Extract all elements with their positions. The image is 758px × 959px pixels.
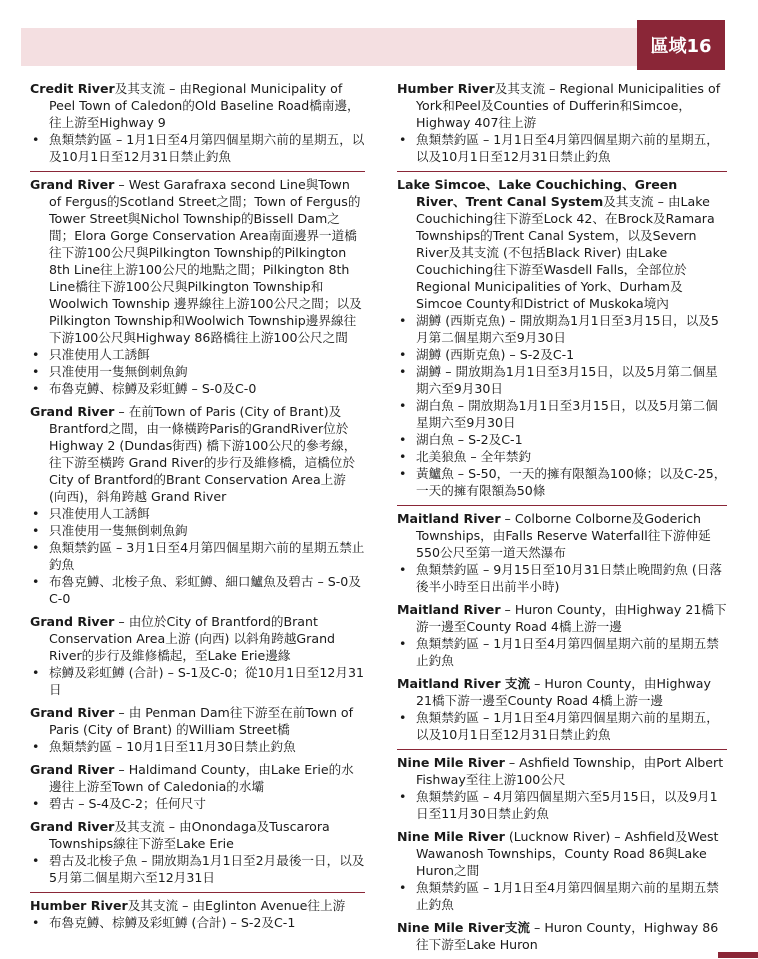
regulation-item: • 布魯克鱒、北梭子魚、彩虹鱒、細口鱸魚及碧古 – S-0及C-0 [30, 573, 365, 607]
river-description [30, 761, 365, 795]
river-entry [397, 919, 727, 953]
river-name: Grand River [30, 614, 115, 629]
river-description [30, 818, 365, 852]
river-location: – 由位於City of Brantford的Brant Conservation Area上游 (向西) 以斜角跨越Grand River的步行及維修橋起，至Lake Erie邊緣 [49, 614, 336, 663]
regulation-list [30, 505, 365, 607]
river-location: – West Garafraxa second Line與Town of Fergus的Scotland Street之間；Town of Fergus的Tower Street與Nichol Township的Bissell Dam之間；Elora Gorge Conservation Area南面邊界一道橋往下游100公尺與Pilkington Township的Pilkington 8th Line往上游100公尺的地點之間；Pilkington 8th Line橋往下游100公尺與Pilkington Township和Woolwich Township 邊界線往上游100公尺之間；以及Pilkington Township和Woolwich Township邊界線往下游100公尺與Highway 86路橋往上游100公尺之間 [49, 177, 362, 345]
river-location: – Ashfield Township，由Port Albert Fishway至往上游100公尺 [416, 755, 724, 787]
river-description [397, 919, 727, 953]
river-description [30, 403, 365, 505]
river-description [30, 80, 365, 131]
regulation-item: • 湖白魚 – S-2及C-1 [397, 431, 727, 448]
regulation-item: • 湖鱒 – 開放期為1月1日至3月15日，以及5月第二個星期六至9月30日 [397, 363, 727, 397]
regulation-list [397, 561, 727, 595]
regulation-item: • 碧古及北梭子魚 – 開放期為1月1日至2月最後一日，以及5月第二個星期六至12月31日 [30, 852, 365, 886]
regulation-item: • 魚類禁釣區 – 1月1日至4月第四個星期六前的星期五，以及10月1日至12月31日禁止釣魚 [30, 131, 365, 165]
river-description [30, 613, 365, 664]
regulation-item: • 只准使用人工誘餌 [30, 346, 365, 363]
river-name: Humber River [30, 898, 128, 913]
river-description [30, 897, 365, 914]
regulation-item: • 魚類禁釣區 – 1月1日至4月第四個星期六前的星期五，以及10月1日至12月31日禁止釣魚 [397, 709, 727, 743]
river-entry [30, 818, 365, 886]
regulation-list [30, 346, 365, 397]
right-column [397, 80, 727, 959]
regulation-item: • 只准使用一隻無倒刺魚鉤 [30, 522, 365, 539]
river-name: Grand River [30, 705, 115, 720]
river-description [397, 675, 727, 709]
river-name: Nine Mile River支流 [397, 920, 531, 935]
river-entry [397, 828, 727, 913]
regulation-list [397, 312, 727, 499]
river-description [397, 828, 727, 879]
regulation-item: • 布魯克鱒、棕鱒及彩虹鱒 (合計) – S-2及C-1 [30, 914, 365, 931]
regulation-item: • 魚類禁釣區 – 4月第四個星期六至5月15日，以及9月1日至11月30日禁止釣魚 [397, 788, 727, 822]
river-description [30, 704, 365, 738]
river-description [397, 601, 727, 635]
river-description [397, 510, 727, 561]
river-name: Grand River [30, 404, 115, 419]
river-location: – Huron County，Highway 86往下游至Lake Huron [416, 920, 719, 952]
river-entry [397, 505, 727, 595]
river-entry [30, 613, 365, 698]
river-entry [397, 749, 727, 822]
regulation-item: • 北美狼魚 – 全年禁釣 [397, 448, 727, 465]
regulation-list [30, 852, 365, 886]
river-entry [397, 171, 727, 499]
river-name: Lake Simcoe、Lake Couchiching、Green River、Trent Canal System [397, 177, 678, 209]
river-description [397, 80, 727, 131]
river-description [397, 754, 727, 788]
river-entry [30, 80, 365, 165]
regulation-item: • 棕鱒及彩虹鱒 (合計) – S-1及C-0；從10月1日至12月31日 [30, 664, 365, 698]
river-location: 及其支流 – 由Lake Couchiching往下游至Lock 42、在Brock及Ramara Townships的Trent Canal System，以及Severn River及其支流 (不包括Black River) 由Lake Couchiching往下游至Wasdell Falls，全部位於Regional Municipalities of York、Durham及Simcoe County和District of Muskoka境內 [416, 194, 715, 311]
header-bar [21, 28, 637, 66]
regulation-list [397, 131, 727, 165]
river-name: Maitland River [397, 602, 501, 617]
regulation-item: • 湖鱒 (西斯克魚) – 開放期為1月1日至3月15日，以及5月第二個星期六至9月30日 [397, 312, 727, 346]
river-entry [30, 704, 365, 755]
regulation-item: • 魚類禁釣區 – 1月1日至4月第四個星期六前的星期五禁止釣魚 [397, 635, 727, 669]
river-name: Nine Mile River [397, 755, 505, 770]
regulation-item: • 只准使用一隻無倒刺魚鉤 [30, 363, 365, 380]
regulation-list [30, 664, 365, 698]
river-location: – Huron County，由Highway 21橋下游一邊至County Road 4橋上游一邊 [416, 676, 711, 708]
river-name: Grand River [30, 177, 115, 192]
river-location: 及其支流 – 由Onondaga及Tuscarora Townships線往下游至Lake Erie [49, 819, 330, 851]
regulation-item: • 湖鱒 (西斯克魚) – S-2及C-1 [397, 346, 727, 363]
regulation-list [397, 788, 727, 822]
regulation-list [30, 131, 365, 165]
river-location: 及其支流 – 由Eglinton Avenue往上游 [127, 898, 346, 913]
river-location: – Huron County，由Highway 21橋下游一邊至County Road 4橋上游一邊 [416, 602, 727, 634]
river-location: 及其支流 – Regional Municipalities of York和Peel及Counties of Dufferin和Simcoe，Highway 407往上游 [416, 81, 721, 130]
regulation-list [397, 709, 727, 743]
river-name: Nine Mile River [397, 829, 505, 844]
river-name: Maitland River [397, 511, 501, 526]
river-entry [30, 403, 365, 607]
river-location: – 由 Penman Dam往下游至在前Town of Paris (City of Brant) 的William Street橋 [49, 705, 354, 737]
left-column [30, 80, 365, 937]
river-entry [30, 761, 365, 812]
regulation-list [30, 914, 365, 931]
river-location: – Colborne Colborne及Goderich Townships，由Falls Reserve Waterfall往下游伸延550公尺至第一道天然瀑布 [416, 511, 711, 560]
regulation-item: • 只准使用人工誘餌 [30, 505, 365, 522]
river-name: Humber River [397, 81, 495, 96]
regulation-list [397, 635, 727, 669]
river-entry [397, 80, 727, 165]
river-name: Grand River [30, 819, 115, 834]
regulation-item: • 黃鱸魚 – S-50，一天的擁有限額為100條；以及C-25，一天的擁有限額為50條 [397, 465, 727, 499]
river-entry [397, 601, 727, 669]
river-name: Grand River [30, 762, 115, 777]
regulation-item: • 湖白魚 – 開放期為1月1日至3月15日，以及5月第二個星期六至9月30日 [397, 397, 727, 431]
river-location: (Lucknow River) – Ashfield及West Wawanosh Townships，County Road 86與Lake Huron之間 [416, 829, 719, 878]
regulation-item: • 布魯克鱒、棕鱒及彩虹鱒 – S-0及C-0 [30, 380, 365, 397]
regulation-item: • 魚類禁釣區 – 1月1日至4月第四個星期六前的星期五禁止釣魚 [397, 879, 727, 913]
regulation-list [397, 879, 727, 913]
regulation-item: • 碧古 – S-4及C-2；任何尺寸 [30, 795, 365, 812]
river-description [30, 176, 365, 346]
river-name: Credit River [30, 81, 115, 96]
page-corner-mark [718, 952, 758, 958]
river-entry [30, 892, 365, 931]
regulation-item: • 魚類禁釣區 – 1月1日至4月第四個星期六前的星期五，以及10月1日至12月31日禁止釣魚 [397, 131, 727, 165]
regulation-item: • 魚類禁釣區 – 3月1日至4月第四個星期六前的星期五禁止釣魚 [30, 539, 365, 573]
river-location: – Haldimand County，由Lake Erie的水邊往上游至Town of Caledonia的水壩 [49, 762, 354, 794]
region-label: 區域16 [637, 20, 725, 70]
river-entry [30, 171, 365, 397]
regulation-list [30, 795, 365, 812]
regulation-item: • 魚類禁釣區 – 9月15日至10月31日禁止晚間釣魚 (日落後半小時至日出前半小時) [397, 561, 727, 595]
river-name: Maitland River 支流 [397, 676, 531, 691]
river-location: 及其支流 – 由Regional Municipality of Peel Town of Caledon的Old Baseline Road橋南邊，往上游至Highway 9 [49, 81, 360, 130]
river-description [397, 176, 727, 312]
regulation-list [30, 738, 365, 755]
regulation-item: • 魚類禁釣區 – 10月1日至11月30日禁止釣魚 [30, 738, 365, 755]
river-location: – 在前Town of Paris (City of Brant)及Brantford之間，由一條橫跨Paris的GrandRiver位於Highway 2 (Dundas街西) 橋下游100公尺的參考線，往下游至橫跨 Grand River的步行及維修橋，這橋位於City of Brantford的Brant Conservation Area上游 (向西)，斜角跨越 Grand River [49, 404, 357, 504]
river-entry [397, 675, 727, 743]
